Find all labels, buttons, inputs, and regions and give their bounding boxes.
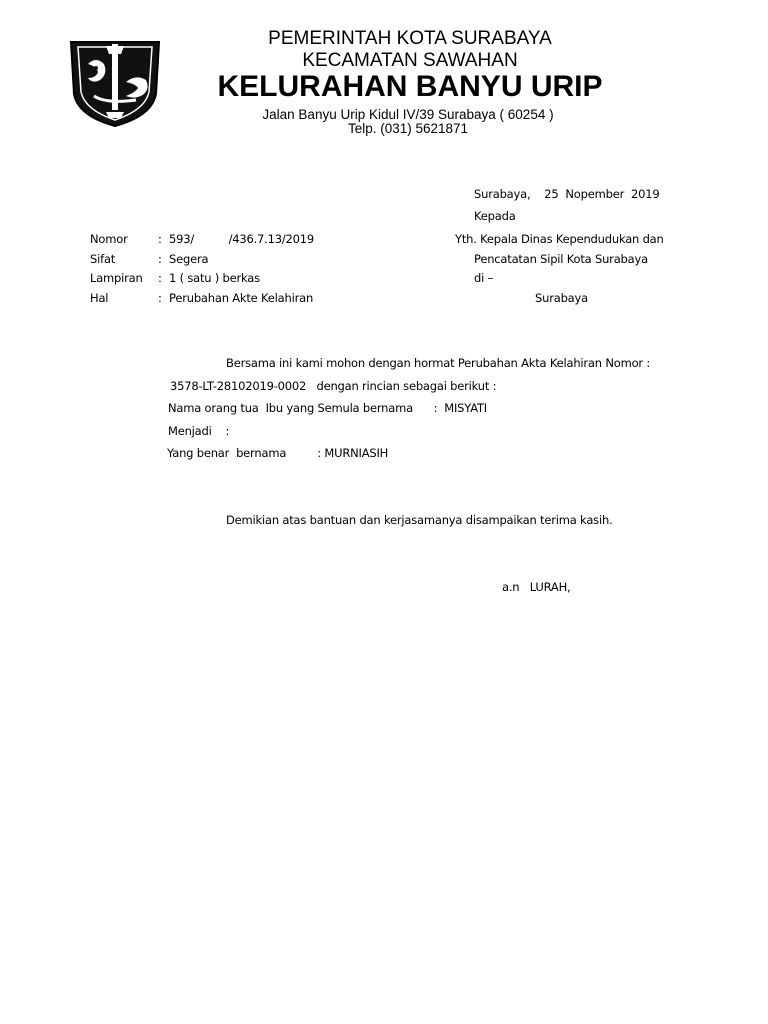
meta-label-nomor: Nomor (90, 232, 128, 246)
body-paragraph-1: Bersama ini kami mohon dengan hormat Perubahan Akta Kelahiran Nomor : (226, 356, 651, 370)
meta-value-sifat: Segera (169, 252, 209, 266)
meta-label-sifat: Sifat (90, 252, 116, 266)
recipient-line-1: Yth. Kepala Dinas Kependudukan dan (455, 232, 664, 246)
recipient-di: di – (474, 271, 494, 285)
recipient-city: Surabaya (535, 291, 588, 305)
kop-phone: Telp. (031) 5621871 (347, 121, 469, 136)
meta-value-nomor: 593/ /436.7.13/2019 (169, 232, 315, 246)
kop-line-1: PEMERINTAH KOTA SURABAYA (268, 28, 552, 49)
body-old-name: Nama orang tua Ibu yang Semula bernama : MISYATI (168, 401, 488, 415)
meta-colon: : (158, 232, 162, 246)
signature-label: a.n LURAH, (502, 580, 571, 594)
to-label: Kepada (474, 209, 516, 223)
closing-paragraph: Demikian atas bantuan dan kerjasamanya disampaikan terima kasih. (226, 513, 613, 527)
meta-colon: : (158, 291, 162, 305)
meta-label-hal: Hal (90, 291, 109, 305)
meta-value-lampiran: 1 ( satu ) berkas (169, 271, 260, 285)
body-paragraph-2: 3578-LT-28102019-0002 dengan rincian sebagai berikut : (170, 379, 497, 393)
body-new-name: Yang benar bernama : MURNIASIH (167, 446, 389, 460)
meta-value-hal: Perubahan Akte Kelahiran (169, 291, 314, 305)
recipient-line-2: Pencatatan Sipil Kota Surabaya (474, 252, 648, 266)
place-date: Surabaya, 25 Nopember 2019 (474, 187, 660, 201)
body-menjadi: Menjadi : (168, 424, 230, 438)
kop-line-2: KECAMATAN SAWAHAN (302, 50, 518, 71)
kop-line-3: KELURAHAN BANYU URIP (217, 70, 603, 103)
meta-colon: : (158, 252, 162, 266)
meta-colon: : (158, 271, 162, 285)
meta-label-lampiran: Lampiran (90, 271, 143, 285)
kop-address: Jalan Banyu Urip Kidul IV/39 Surabaya ( 60254 ) (262, 107, 554, 122)
